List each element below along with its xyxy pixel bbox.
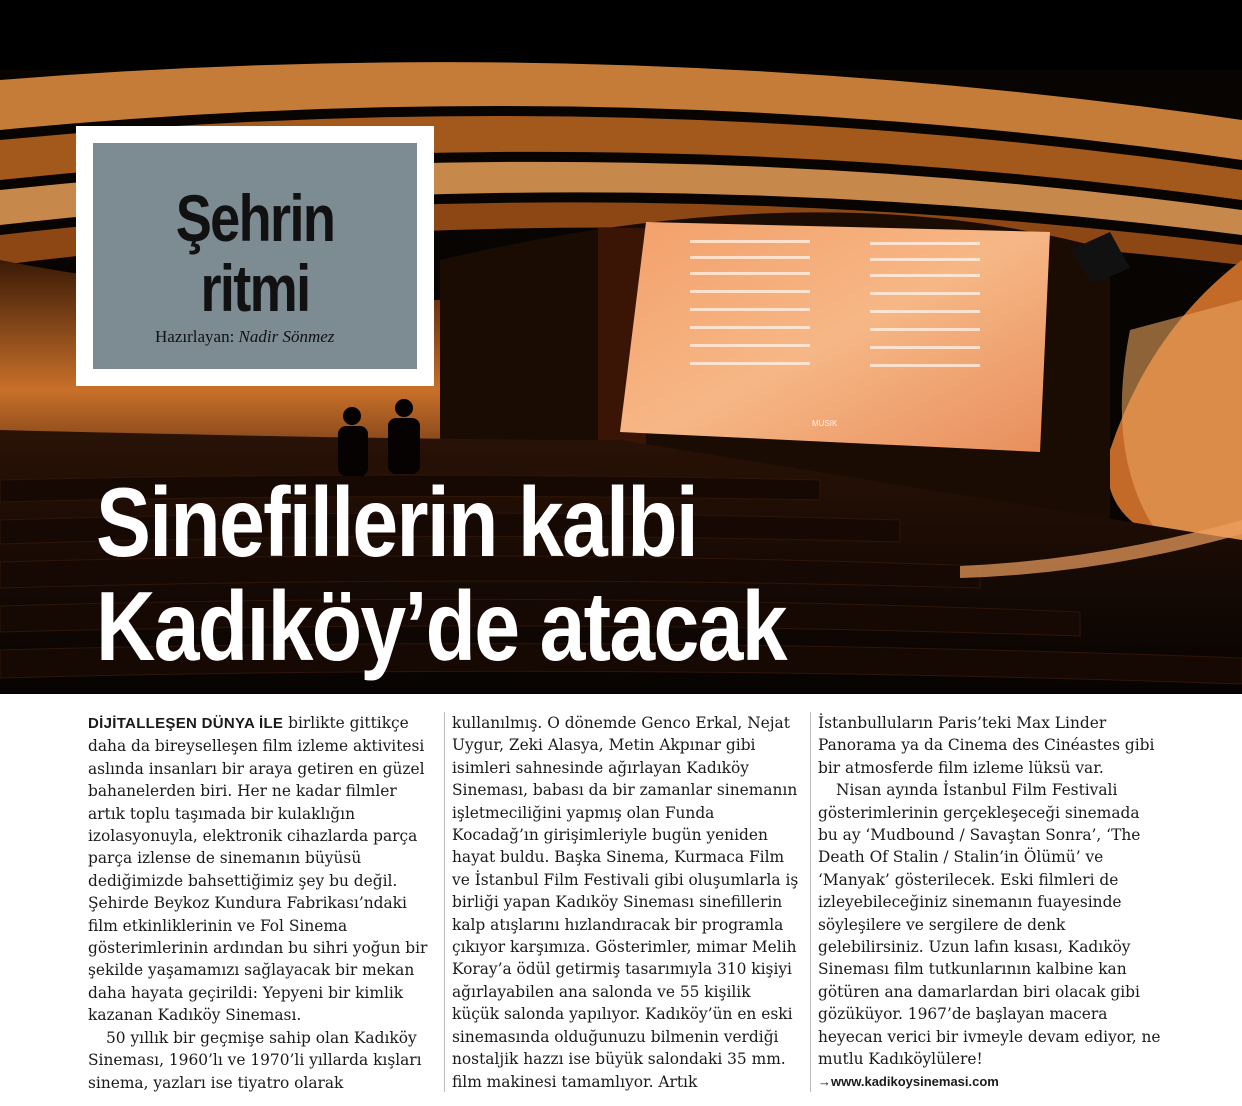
article-col2-paragraph1: kullanılmış. O dönemde Genco Erkal, Nejat Uygur, Zeki Alasya, Metin Akpınar gibi isimleri sahnesinde ağırlayan Kadıköy Sineması, babası da bir zamanlar sinemanın işletmeciliğini yapmış olan Funda Kocadağ’ın girişimleriyle bugün yeniden hayat buldu. Başka Sinema, Kurmaca Film ve İstanbul Film Festivali gibi oluşumlarla iş birliği yapan Kadıköy Sineması sinefillerin kalp atışlarını hızlandıracak bir programla çıkıyor karşımıza. Gösterimler, mimar Melih Koray’a ödül getirmiş tasarımıyla 310 kişiyi ağırlayabilen ana salonda ve 55 kişilik küçük salonda yapılıyor. Kadıköy’ün en eski sinemasında olduğunuzu bilmenin verdiği nostaljik hazzı ise büyük salondaki 35 mm. film makinesi tamamlıyor. Artık [452,714,799,1091]
section-badge-panel [93,143,417,369]
article-lead: DİJİTALLEŞEN DÜNYA İLE [88,715,284,732]
screen-credit-word: MUSIK [812,419,838,428]
headline-line1: Sinefillerin kalbi [96,467,698,577]
section-badge [76,126,434,386]
website-url: www.kadikoysinemasi.com [831,1073,999,1089]
website-link[interactable] [818,1071,1162,1093]
article-col1-paragraph2: 50 yıllık bir geçmişe sahip olan Kadıköy Sineması, 1960’lı ve 1970’li yıllarda kışları sinema, yazları ise tiyatro olarak [88,1028,422,1092]
column-divider [810,712,811,1092]
section-title-line2: ritmi [200,251,310,325]
article-column-1 [88,712,438,1094]
section-title-line1: Şehrin [175,181,335,255]
headline [96,467,786,681]
headline-line2: Kadıköy’de atacak [96,571,786,681]
section-title [122,183,388,323]
byline-name: Nadir Sönmez [238,327,335,346]
article-col1-paragraph1: birlikte gittikçe daha da bireyselleşen film izleme aktivitesi aslında insanları bir araya getiren en güzel bahanelerden biri. Her ne kadar filmler artık toplu taşımada bir kulaklığın izolasyonuyla, elektronik cihazlarda parça parça izlense de sinemanın büyüsü dediğimizde bahsettiğimiz şey bu değil. Şehirde Beykoz Kundura Fabrikası’ndaki film etkinliklerinin ve Fol Sinema gösterimlerinin ardından bu sihri yoğun bir şekilde yaşamamızı sağlayacak bir mekan daha hayata geçirildi: Yepyeni bir kimlik kazanan Kadıköy Sineması. [88,714,428,1025]
arrow-icon: → [818,1073,831,1089]
article-column-2 [452,712,802,1093]
byline-label: Hazırlayan: [155,327,235,346]
article-column-3 [818,712,1162,1093]
byline [155,327,334,347]
article-col3-paragraph2: Nisan ayında İstanbul Film Festivali gösterimlerinin gerçekleşeceği sinemada bu ay ‘Mudbound / Savaştan Sonra’, ‘The Death Of Stalin / Stalin’in Ölümü’ ve ‘Manyak’ gösterilecek. Eski filmleri de izleyebileceğiniz sinemanın fuayesinde söyleşilere ve sergilere de denk gelebilirsiniz. Uzun lafın kısası, Kadıköy Sineması film tutkunlarının kalbine kan götüren ana damarlardan biri olacak gibi gözüküyor. 1967’de başlayan macera heyecan verici bir ivmeyle devam ediyor, ne mutlu Kadıköylülere! [818,781,1161,1069]
column-divider [444,712,445,1092]
article-col3-paragraph1: İstanbulluların Paris’teki Max Linder Panorama ya da Cinema des Cinéastes gibi bir atmosferde film izleme lüksü var. [818,714,1155,777]
